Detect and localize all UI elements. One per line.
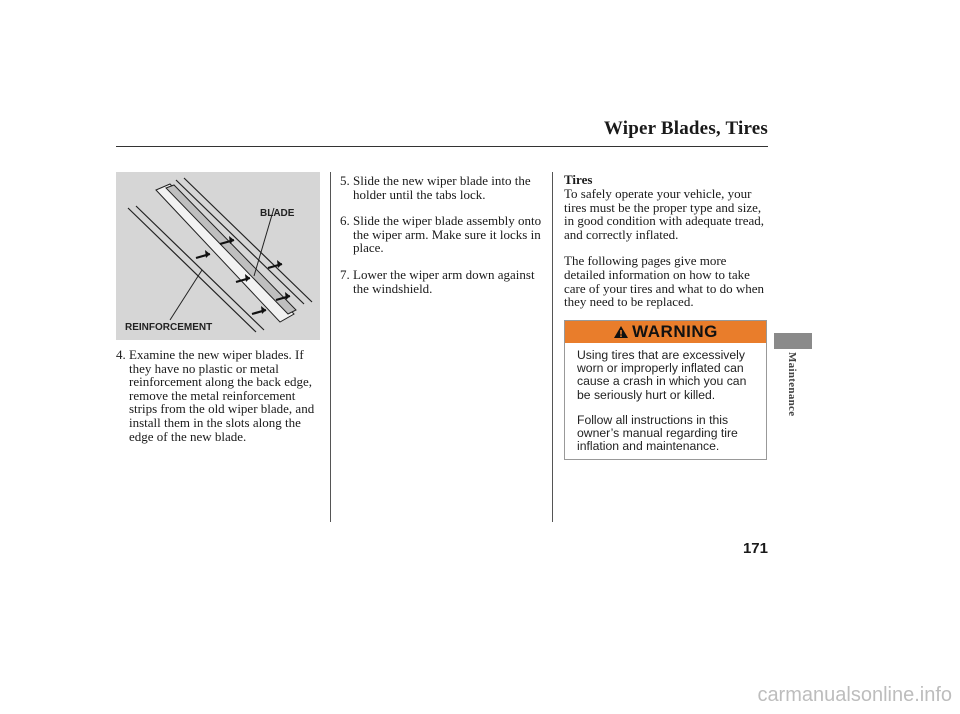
section-label: Maintenance bbox=[786, 352, 798, 417]
tires-paragraph-1: To safely operate your vehicle, your tires must be the proper type and size, in good condition with adequate tread, and correctly inflated. bbox=[564, 186, 765, 242]
warning-title: WARNING bbox=[632, 322, 718, 341]
warning-triangle-icon bbox=[613, 325, 629, 339]
step-6-text: Slide the wiper blade assembly onto the wiper arm. Make sure it locks in place. bbox=[353, 213, 542, 256]
step-6-number: 6. bbox=[340, 213, 350, 229]
watermark: carmanualsonline.info bbox=[757, 684, 952, 706]
warning-text-2: Follow all instructions in this owner’s manual regarding tire inflation and maintenance. bbox=[577, 412, 738, 454]
wiper-blade-figure bbox=[116, 172, 320, 340]
column-divider-left bbox=[330, 172, 331, 522]
warning-header bbox=[565, 321, 766, 343]
warning-body bbox=[565, 343, 766, 453]
step-7 bbox=[340, 268, 548, 295]
header-rule bbox=[116, 146, 768, 147]
page-title: Wiper Blades, Tires bbox=[603, 118, 768, 139]
step-6 bbox=[340, 214, 548, 255]
page-number: 171 bbox=[742, 540, 768, 557]
label-blade: BLADE bbox=[260, 208, 295, 219]
step-4-number: 4. bbox=[116, 347, 126, 362]
wiper-blade-illustration bbox=[116, 172, 320, 340]
step-4-text: Examine the new wiper blades. If they have no plastic or metal reinforcement along the back edge, remove the metal reinforcement strips from the old wiper blade, and install them in the slots along the edge of the new blade. bbox=[129, 347, 315, 444]
section-tab bbox=[774, 333, 812, 349]
middle-steps bbox=[340, 174, 548, 295]
label-reinforcement: REINFORCEMENT bbox=[125, 322, 213, 333]
step-7-number: 7. bbox=[340, 266, 350, 282]
warning-text-1: Using tires that are excessively worn or improperly inflated can cause a crash in which you can be seriously hurt or killed. bbox=[577, 348, 747, 402]
tires-heading: Tires bbox=[564, 172, 593, 187]
tires-paragraph-2: The following pages give more detailed information on how to take care of your tires and what to do when they need to be replaced. bbox=[564, 253, 764, 310]
step-5 bbox=[340, 174, 548, 201]
step-7-text: Lower the wiper arm down against the windshield. bbox=[353, 266, 535, 296]
step-4 bbox=[116, 348, 326, 443]
warning-box bbox=[564, 320, 767, 460]
tires-intro bbox=[564, 187, 768, 309]
step-5-number: 5. bbox=[340, 173, 350, 188]
column-divider-right bbox=[552, 172, 553, 522]
step-5-text: Slide the new wiper blade into the holder until the tabs lock. bbox=[353, 173, 531, 202]
